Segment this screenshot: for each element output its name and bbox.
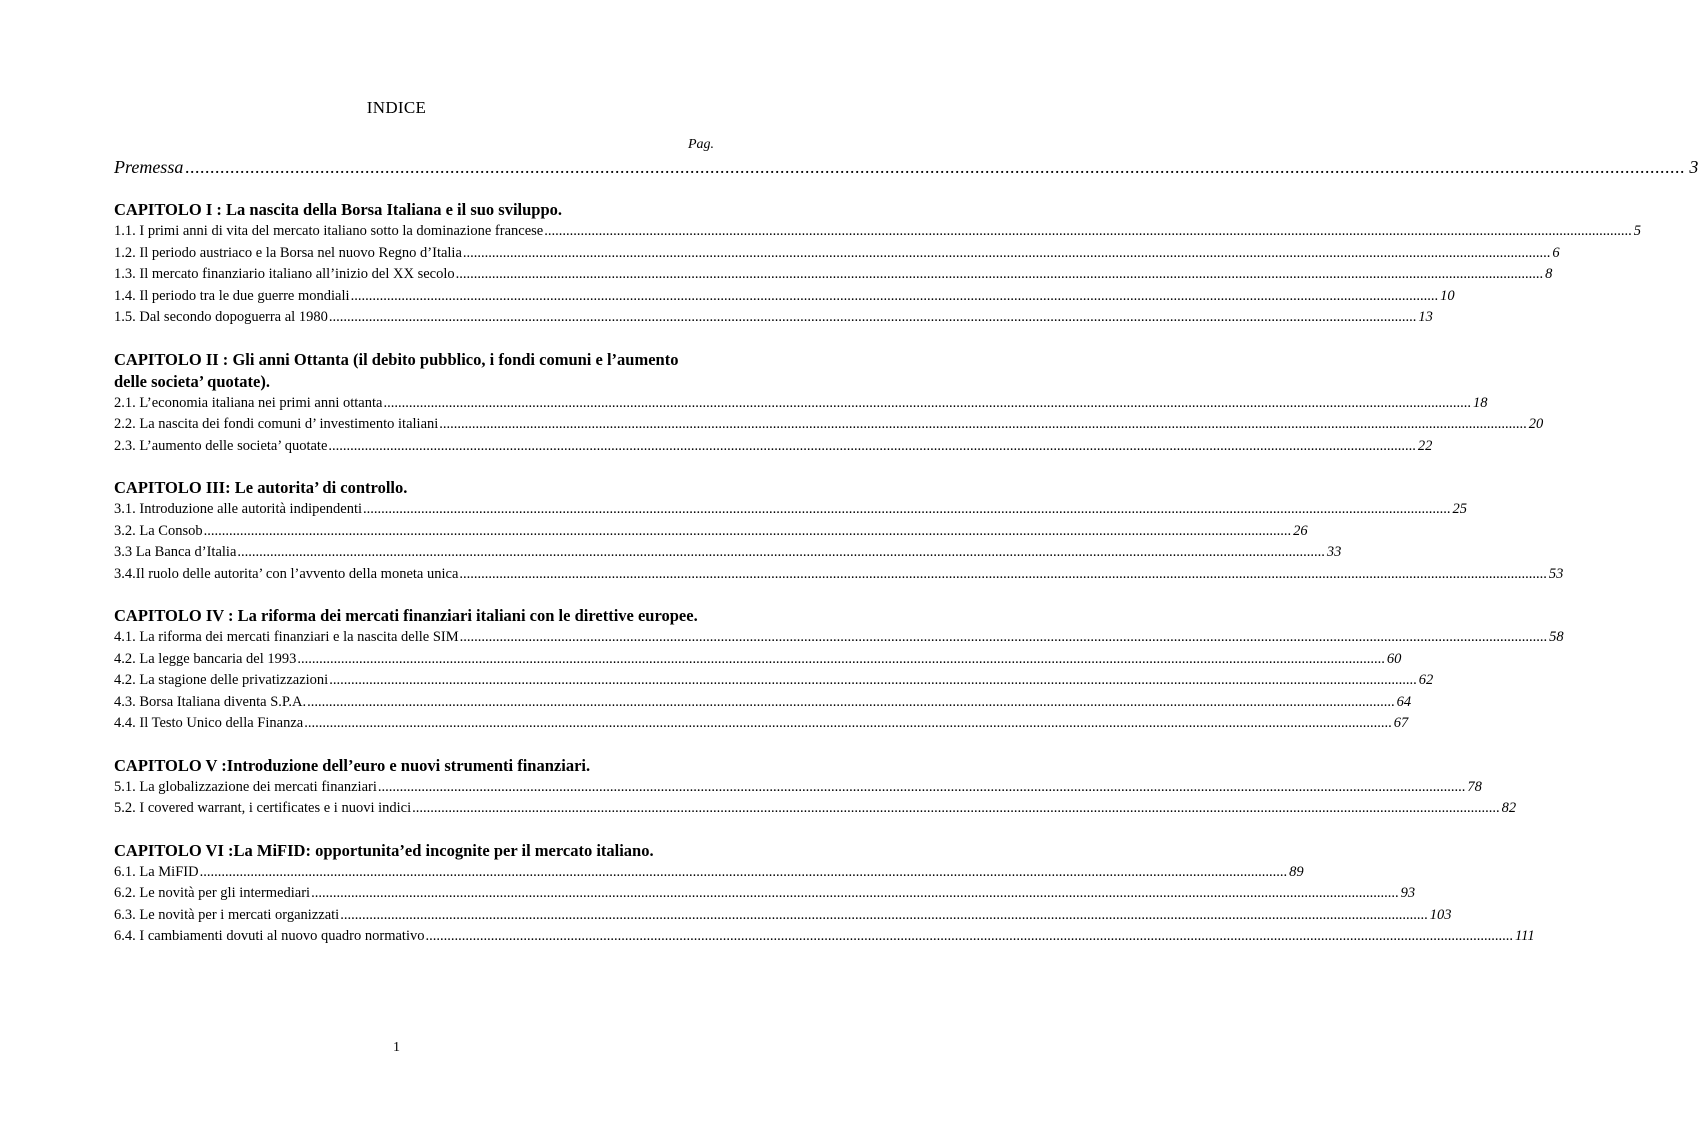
chapter-title[interactable] xyxy=(114,477,714,499)
toc-entry-page: 10 xyxy=(1440,287,1455,304)
leader-dots: ............................................................................................................................................................................................................................................................................................................ xyxy=(297,650,1385,667)
toc-entry-text: 4.4. Il Testo Unico della Finanza xyxy=(114,715,304,731)
page-number: 1 xyxy=(393,1040,400,1055)
toc-entry-page: 22 xyxy=(1417,437,1433,454)
toc-entry[interactable] xyxy=(114,649,1402,671)
leader-dots: ............................................................................................................................................................................................................................................................................................................ xyxy=(304,715,1392,731)
toc-entry-text: 1.3. Il mercato finanziario italiano all’inizio del XX secolo xyxy=(114,266,455,282)
leader-dots: ............................................................................................................................................................................................................................................................................................................ xyxy=(307,693,1395,710)
toc-entry-page: 78 xyxy=(1467,778,1482,795)
leader-dots: ............................................................................................................................................................................................................................................................................................................ xyxy=(185,157,1686,177)
toc-entry[interactable] xyxy=(114,862,1304,884)
leader-dots: ............................................................................................................................................................................................................................................................................................................ xyxy=(328,437,1416,454)
toc-entry-text: 6.3. Le novità per i mercati organizzati xyxy=(114,906,340,923)
toc-entry-premessa[interactable] xyxy=(114,157,1698,181)
leader-dots: ............................................................................................................................................................................................................................................................................................................ xyxy=(199,863,1288,880)
toc-entry-text: 1.5. Dal secondo dopoguerra al 1980 xyxy=(114,309,328,325)
toc-entry-page: 64 xyxy=(1396,693,1412,710)
toc-chapter xyxy=(114,605,1564,735)
leader-dots: ............................................................................................................................................................................................................................................................................................................ xyxy=(455,266,1544,282)
leader-dots: ............................................................................................................................................................................................................................................................................................................ xyxy=(383,394,1471,411)
leader-dots: ............................................................................................................................................................................................................................................................................................................ xyxy=(459,629,1548,645)
toc-entry-page: 62 xyxy=(1418,672,1434,688)
toc-entry[interactable] xyxy=(114,414,1544,436)
leader-dots: ............................................................................................................................................................................................................................................................................................................ xyxy=(329,672,1417,688)
table-of-contents xyxy=(114,199,1641,948)
toc-chapter xyxy=(114,349,1544,458)
chapter-title[interactable] xyxy=(114,349,714,393)
toc-entry-text: 3.2. La Consob xyxy=(114,522,203,539)
toc-entry[interactable] xyxy=(114,542,1342,564)
toc-entry-page: 20 xyxy=(1528,416,1544,432)
leader-dots: ............................................................................................................................................................................................................................................................................................................ xyxy=(425,928,1513,944)
toc-entry-text: 1.1. I primi anni di vita del mercato italiano sotto la dominazione francese xyxy=(114,223,544,239)
leader-dots: ............................................................................................................................................................................................................................................................................................................ xyxy=(459,565,1547,582)
chapter-number: CAPITOLO II : xyxy=(114,349,233,369)
toc-entry-text: 5.2. I covered warrant, i certificates e i nuovi indici xyxy=(114,800,412,816)
leader-dots: ............................................................................................................................................................................................................................................................................................................ xyxy=(462,244,1551,261)
toc-entry[interactable] xyxy=(114,713,1409,735)
toc-entry[interactable] xyxy=(114,670,1434,692)
toc-entry-text: 3.4.Il ruolo delle autorita’ con l’avvento della moneta unica xyxy=(114,565,459,582)
leader-dots: ............................................................................................................................................................................................................................................................................................................ xyxy=(439,416,1527,432)
toc-entry-text: 2.2. La nascita dei fondi comuni d’ investimento italiani xyxy=(114,416,439,432)
toc-entry[interactable] xyxy=(114,393,1488,415)
chapter-title[interactable] xyxy=(114,605,714,627)
leader-dots: ............................................................................................................................................................................................................................................................................................................ xyxy=(377,778,1466,795)
leader-dots: ............................................................................................................................................................................................................................................................................................................ xyxy=(328,309,1417,325)
toc-chapter xyxy=(114,477,1564,585)
toc-entry[interactable] xyxy=(114,243,1560,265)
leader-dots: ............................................................................................................................................................................................................................................................................................................ xyxy=(203,522,1292,539)
toc-entry-page: 93 xyxy=(1400,885,1416,901)
chapter-number: CAPITOLO V : xyxy=(114,755,227,775)
toc-entry-text: 1.2. Il periodo austriaco e la Borsa nel nuovo Regno d’Italia xyxy=(114,244,462,261)
leader-dots: ............................................................................................................................................................................................................................................................................................................ xyxy=(350,287,1439,304)
leader-dots: ............................................................................................................................................................................................................................................................................................................ xyxy=(544,223,1632,239)
toc-entry-text: 6.4. I cambiamenti dovuti al nuovo quadro normativo xyxy=(114,928,425,944)
toc-entry[interactable] xyxy=(114,692,1412,714)
toc-entry-page: 13 xyxy=(1418,309,1433,325)
chapter-number: CAPITOLO III: xyxy=(114,478,235,497)
toc-entry[interactable] xyxy=(114,564,1564,586)
toc-entry-text: 4.1. La riforma dei mercati finanziari e la nascita delle SIM xyxy=(114,629,459,645)
toc-entry-page: 89 xyxy=(1289,863,1304,880)
toc-entry[interactable] xyxy=(114,221,1641,243)
leader-dots: ............................................................................................................................................................................................................................................................................................................ xyxy=(237,544,1325,560)
toc-entry[interactable] xyxy=(114,798,1517,820)
toc-entry-page: 58 xyxy=(1549,629,1564,645)
toc-entry-text: 2.1. L’economia italiana nei primi anni ottanta xyxy=(114,394,383,411)
leader-dots: ............................................................................................................................................................................................................................................................................................................ xyxy=(363,501,1451,517)
toc-entry[interactable] xyxy=(114,777,1482,799)
toc-entry[interactable] xyxy=(114,883,1416,905)
chapter-title-text: Le autorita’ di controllo. xyxy=(234,478,408,497)
toc-entry[interactable] xyxy=(114,521,1308,543)
chapter-title-text: La nascita della Borsa Italiana e il suo sviluppo. xyxy=(226,200,563,219)
toc-entry[interactable] xyxy=(114,926,1535,948)
chapter-number: CAPITOLO IV : xyxy=(114,606,238,625)
leader-dots: ............................................................................................................................................................................................................................................................................................................ xyxy=(412,800,1500,816)
toc-entry-text: 4.2. La legge bancaria del 1993 xyxy=(114,650,297,667)
index-title: INDICE xyxy=(366,98,427,117)
toc-entry-page: 18 xyxy=(1472,394,1488,411)
toc-entry-text: 5.1. La globalizzazione dei mercati finanziari xyxy=(114,778,377,795)
chapter-title-text: Gli anni Ottanta (il debito pubblico, i fondi comuni e l’aumento delle societa’ quotate). xyxy=(114,349,679,391)
toc-entry[interactable] xyxy=(114,307,1433,329)
premessa-page: 3 xyxy=(1689,157,1698,177)
leader-dots: ............................................................................................................................................................................................................................................................................................................ xyxy=(340,906,1428,923)
toc-entry[interactable] xyxy=(114,264,1553,286)
toc-entry-page: 103 xyxy=(1429,906,1452,923)
toc-entry-text: 3.3 La Banca d’Italia xyxy=(114,544,237,560)
toc-entry-page: 33 xyxy=(1326,544,1342,560)
chapter-title[interactable] xyxy=(114,840,714,862)
toc-entry-text: 1.4. Il periodo tra le due guerre mondiali xyxy=(114,287,350,304)
chapter-title[interactable] xyxy=(114,755,714,777)
page-column-label: Pag. xyxy=(687,137,714,152)
chapter-number: CAPITOLO I : xyxy=(114,200,227,219)
toc-entry[interactable] xyxy=(114,499,1468,521)
chapter-title-text: Introduzione dell’euro e nuovi strumenti finanziari. xyxy=(226,755,591,775)
leader-dots: ............................................................................................................................................................................................................................................................................................................ xyxy=(311,885,1399,901)
toc-entry-page: 60 xyxy=(1386,650,1402,667)
toc-entry-text: 3.1. Introduzione alle autorità indipendenti xyxy=(114,501,363,517)
toc-entry-text: 4.3. Borsa Italiana diventa S.P.A. xyxy=(114,693,307,710)
toc-entry-page: 82 xyxy=(1501,800,1517,816)
chapter-title[interactable] xyxy=(114,199,714,221)
chapter-title-text: La MiFID: opportunita’ed incognite per il mercato italiano. xyxy=(233,840,654,860)
toc-entry-page: 8 xyxy=(1545,266,1553,282)
toc-entry-page: 26 xyxy=(1293,522,1308,539)
toc-entry-page: 67 xyxy=(1393,715,1409,731)
premessa-label: Premessa xyxy=(114,157,184,177)
toc-entry-page: 111 xyxy=(1514,928,1535,944)
toc-chapter xyxy=(114,199,1641,329)
chapter-number: CAPITOLO VI : xyxy=(114,840,234,860)
toc-chapter xyxy=(114,755,1517,820)
toc-entry[interactable] xyxy=(114,627,1564,649)
toc-entry-text: 4.2. La stagione delle privatizzazioni xyxy=(114,672,329,688)
toc-entry-page: 53 xyxy=(1548,565,1564,582)
chapter-title-text: La riforma dei mercati finanziari italiani con le direttive europee. xyxy=(237,606,698,625)
toc-entry[interactable] xyxy=(114,436,1433,458)
toc-entry[interactable] xyxy=(114,905,1452,927)
toc-entry-text: 2.3. L’aumento delle societa’ quotate xyxy=(114,437,328,454)
toc-entry-text: 6.1. La MiFID xyxy=(114,863,199,880)
toc-chapter xyxy=(114,840,1535,948)
toc-entry-page: 6 xyxy=(1552,244,1560,261)
toc-entry-text: 6.2. Le novità per gli intermediari xyxy=(114,885,311,901)
toc-entry-page: 25 xyxy=(1452,501,1468,517)
toc-entry-page: 5 xyxy=(1633,223,1641,239)
toc-entry[interactable] xyxy=(114,286,1455,308)
